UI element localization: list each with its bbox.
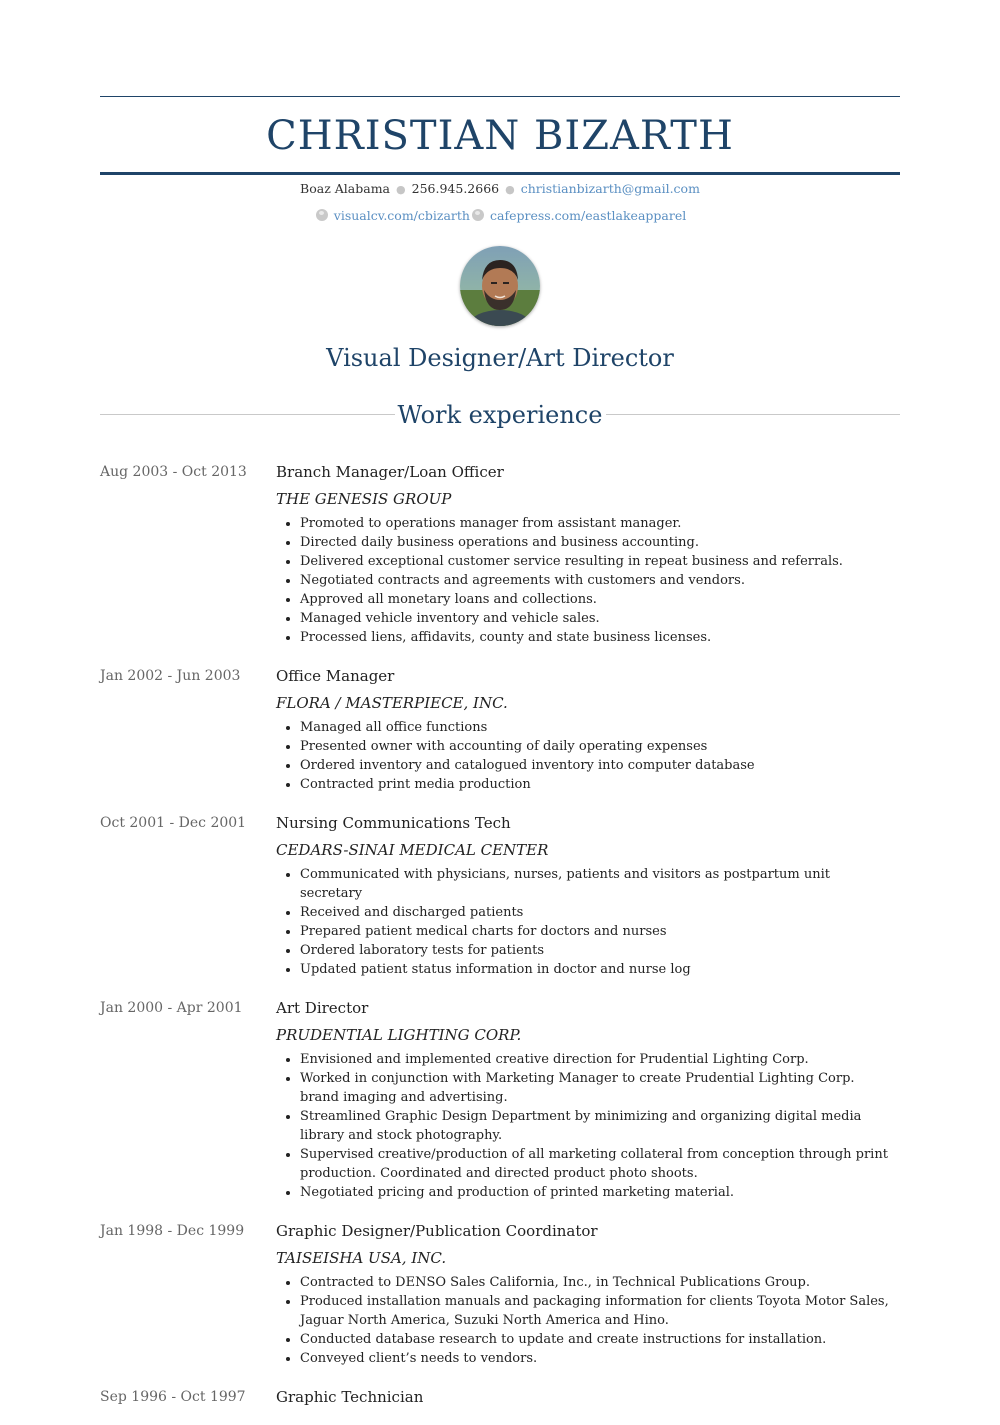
job-bullet: • Processed liens, affidavits, county and state business licenses. — [300, 628, 896, 647]
professional-title: Visual Designer/Art Director — [326, 344, 674, 372]
job-bullet: • Delivered exceptional customer service resulting in repeat business and referrals. — [300, 552, 896, 571]
job-detail — [276, 996, 896, 1202]
location-text: Boaz Alabama — [300, 181, 391, 196]
email-link[interactable]: christianbizarth@gmail.com — [520, 181, 700, 196]
job-dates: Oct 2001 - Dec 2001 — [100, 815, 247, 831]
job-dates: Aug 2003 - Oct 2013 — [100, 464, 247, 480]
job-bullet: • Received and discharged patients — [300, 903, 896, 922]
separator-dot-icon: ● — [505, 183, 515, 196]
job-bullet: • Produced installation manuals and packaging information for clients Toyota Motor Sales, Jaguar North America, Suzuki North America and Hino. — [300, 1292, 896, 1330]
job-entry — [100, 1219, 900, 1368]
candidate-name: CHRISTIAN BIZARTH — [266, 113, 734, 159]
job-entry — [100, 811, 900, 979]
job-bullet: • Promoted to operations manager from assistant manager. — [300, 514, 896, 533]
job-role: Office Manager — [276, 667, 395, 685]
job-bullet: • Ordered inventory and catalogued inventory into computer database — [300, 756, 896, 775]
job-bullet: • Updated patient status information in doctor and nurse log — [300, 960, 896, 979]
job-bullets — [276, 1273, 896, 1368]
job-bullet: • Communicated with physicians, nurses, patients and visitors as postpartum unit secretary — [300, 865, 896, 903]
job-bullet: • Managed all office functions — [300, 718, 896, 737]
job-role: Nursing Communications Tech — [276, 814, 511, 832]
job-bullet: • Negotiated pricing and production of printed marketing material. — [300, 1183, 896, 1202]
job-bullets — [276, 865, 896, 979]
contact-line — [100, 180, 900, 199]
job-entry — [100, 664, 900, 794]
job-role: Branch Manager/Loan Officer — [276, 463, 504, 481]
job-detail — [276, 1385, 896, 1408]
job-role: Art Director — [276, 999, 369, 1017]
job-company: THE GENESIS GROUP — [276, 490, 452, 508]
job-role: Graphic Technician — [276, 1388, 424, 1406]
website-line — [100, 207, 900, 225]
job-bullet: • Approved all monetary loans and collections. — [300, 590, 896, 609]
job-dates: Jan 2002 - Jun 2003 — [100, 668, 241, 684]
work-experience-list — [100, 460, 900, 1425]
job-detail — [276, 1219, 896, 1368]
globe-icon — [472, 209, 484, 221]
job-entry — [100, 1385, 900, 1408]
work-experience-heading — [100, 398, 900, 432]
job-bullet: • Conveyed client’s needs to vendors. — [300, 1349, 896, 1368]
header-top-rule — [100, 96, 900, 97]
job-company: FLORA / MASTERPIECE, INC. — [276, 694, 508, 712]
job-company: CEDARS-SINAI MEDICAL CENTER — [276, 841, 549, 859]
website-link-1[interactable]: visualcv.com/cbizarth — [333, 208, 470, 223]
job-bullets — [276, 718, 896, 794]
job-bullet: • Worked in conjunction with Marketing Manager to create Prudential Lighting Corp. brand imaging and advertising. — [300, 1069, 896, 1107]
job-bullet: • Ordered laboratory tests for patients — [300, 941, 896, 960]
header-bottom-rule — [100, 172, 900, 175]
job-bullet: • Contracted print media production — [300, 775, 896, 794]
job-bullet: • Contracted to DENSO Sales California, Inc., in Technical Publications Group. — [300, 1273, 896, 1292]
globe-icon — [316, 209, 328, 221]
job-bullet: • Negotiated contracts and agreements with customers and vendors. — [300, 571, 896, 590]
job-bullet: • Streamlined Graphic Design Department by minimizing and organizing digital media library and stock photography. — [300, 1107, 896, 1145]
job-bullet: • Presented owner with accounting of daily operating expenses — [300, 737, 896, 756]
job-dates: Jan 1998 - Dec 1999 — [100, 1223, 245, 1239]
job-bullet: • Envisioned and implemented creative direction for Prudential Lighting Corp. — [300, 1050, 896, 1069]
job-bullets — [276, 1050, 896, 1202]
job-role: Graphic Designer/Publication Coordinator — [276, 1222, 598, 1240]
job-dates: Jan 2000 - Apr 2001 — [100, 1000, 243, 1016]
avatar-portrait-icon — [460, 246, 540, 326]
job-bullet: • Prepared patient medical charts for doctors and nurses — [300, 922, 896, 941]
job-bullet: • Conducted database research to update and create instructions for installation. — [300, 1330, 896, 1349]
job-bullets — [276, 514, 896, 647]
phone-text: 256.945.2666 — [411, 181, 500, 196]
job-bullet: • Supervised creative/production of all marketing collateral from conception through print production. Coordinated and directed product photo shoots. — [300, 1145, 896, 1183]
job-dates: Sep 1996 - Oct 1997 — [100, 1389, 246, 1405]
job-bullet: • Managed vehicle inventory and vehicle sales. — [300, 609, 896, 628]
separator-dot-icon: ● — [396, 183, 406, 196]
job-entry — [100, 996, 900, 1202]
job-bullet: • Directed daily business operations and business accounting. — [300, 533, 896, 552]
website-link-2[interactable]: cafepress.com/eastlakeapparel — [489, 208, 687, 223]
section-title: Work experience — [397, 401, 603, 429]
job-entry — [100, 460, 900, 647]
avatar — [460, 246, 540, 326]
job-company: PRUDENTIAL LIGHTING CORP. — [276, 1026, 522, 1044]
job-detail — [276, 460, 896, 647]
job-detail — [276, 811, 896, 979]
job-detail — [276, 664, 896, 794]
job-company: TAISEISHA USA, INC. — [276, 1249, 447, 1267]
